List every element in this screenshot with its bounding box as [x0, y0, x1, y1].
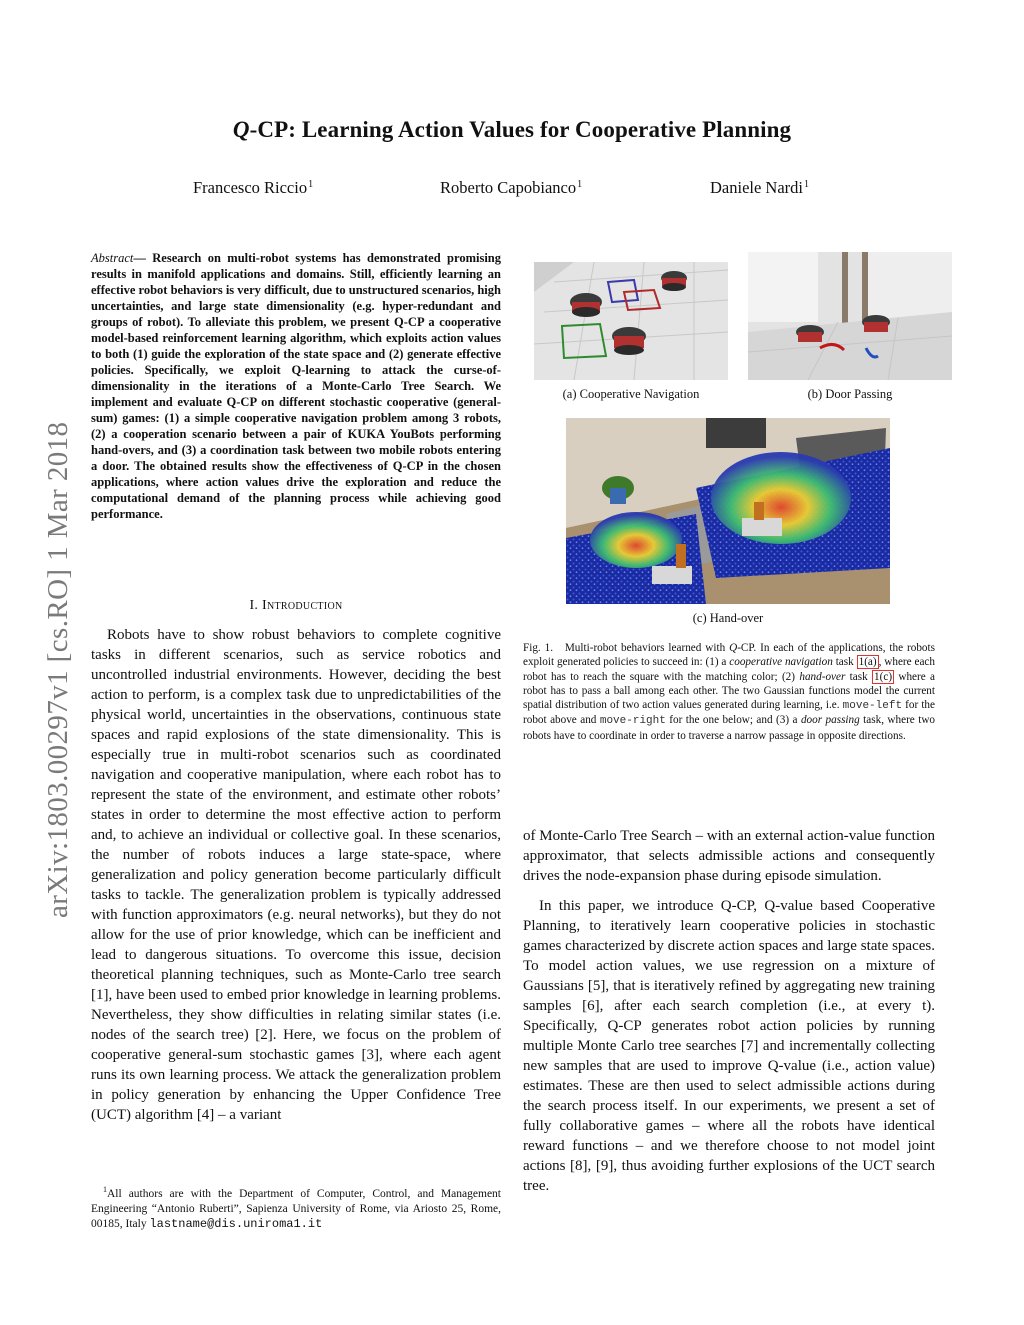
paper-title — [0, 117, 1024, 143]
ref-link-1c[interactable]: 1(c) — [874, 670, 893, 683]
right-column-text — [523, 826, 935, 1196]
abstract-lead: Abstract — [91, 251, 134, 265]
subcaption-a: (a) Cooperative Navigation — [562, 387, 700, 401]
title-q: Q — [232, 117, 250, 142]
figure-caption: Fig. 1. Multi-robot behaviors learned with Q-CP. In each of the applications, the robots exploit generated policies to succeed in: (1) a cooperative navigation task 1(a) , where each robot has to reach the square with the matching color; (2) hand-over task 1(c) where a robot has to pass a ball among each other. The two Gaussian functions model the current spatial distribution of two action values generated during learning, i.e. move-left for the robot above and move-right for the one below; and (3) a door passing task, where two robots have to coordinate in order to traverse a narrow passage in opposite directions. — [523, 642, 936, 742]
title-rest: -CP: Learning Action Values for Cooperative Planning — [249, 117, 792, 142]
author-1: Francesco Riccio$^1$ — [193, 178, 314, 197]
figure-hand-over — [566, 418, 890, 604]
arxiv-identifier: arXiv:1803.00297v1 [cs.RO] 1 Mar 2018 — [42, 421, 74, 918]
abstract-text: Research on multi-robot systems has demonstrated promising results in manifold applications and domains. Still, efficiently learning an effective robot behaviors is very difficult, due to unstructured scenarios, high uncertainties, and large state dimensionality (e.g. hyper-redundant and groups of robot). To alleviate this problem, we present Q-CP a cooperative model-based reinforcement learning algorithm, which exploits action values to both (1) guide the exploration of the state space and (2) generate effective policies. Specifically, we exploit Q-learning to attack the curse-of-dimensionality in the iterations of a Monte-Carlo Tree Search. We implement and evaluate Q-CP on different stochastic cooperative (general-sum) games: (1) a simple cooperative navigation problem among 3 robots, (2) a cooperation scenario between a pair of KUKA YouBots performing hand-overs, and (3) a coordination task between two mobile robots entering a door. The obtained results show the effectiveness of Q-CP in the chosen applications, where action values drive the exploration and reduce the computational demand of the planning process while achieving good performance. — [91, 251, 501, 521]
ref-link-1a[interactable]: 1(a) — [858, 656, 877, 669]
footnote-email: lastname@dis.uniroma1.it — [149, 1216, 323, 1231]
right-paragraph-1: of Monte-Carlo Tree Search – with an external action-value function approximator, that selects admissible actions and consequently drives the node-expansion phase during episode simulation. — [523, 828, 935, 884]
figure-door-passing — [748, 252, 952, 380]
footnote: $^1$All authors are with the Department of Computer, Control, and Management Engineering “Antonio Ruberti”, Sapienza University of Rome, via Ariosto 25, Rome, 00185, Italy lastname@dis.uniroma1.it — [91, 1185, 501, 1231]
intro-text — [91, 625, 501, 1125]
right-paragraph-2: In this paper, we introduce Q-CP, Q-value based Cooperative Planning, to iteratively learn cooperative policies in stochastic games characterized by discrete action spaces and large state spaces. To model action values, we use regression on a mixture of Gaussians [5], that is iteratively refined by aggregating new training samples [6], after each search completion (i.e., at every t). Specifically, Q-CP generates robot action policies by running multiple Monte Carlo tree searches [7] and incrementally collecting new samples that are used to improve Q-value (i.e., action value) estimates. These are then used to select admissible actions during the search process itself. In our experiments, we present a set of fully collaborative games – where all the robots have identical reward functions – and we therefore choose to not model joint actions [8], [9], thus avoiding further explosions of the UCT search tree. — [523, 898, 935, 1194]
abstract: Abstract— Research on multi-robot systems has demonstrated promising results in manifold applications and domains. Still, efficiently learning an effective robot behaviors is very difficult, due to unstructured scenarios, high uncertainties, and large state dimensionality (e.g. hyper-redundant and groups of robot). To alleviate this problem, we present Q-CP a cooperative model-based reinforcement learning algorithm, which exploits action values to both (1) guide the exploration of the state space and (2) generate effective policies. Specifically, we exploit Q-learning to attack the curse-of-dimensionality in the iterations of a Monte-Carlo Tree Search. We implement and evaluate Q-CP on different stochastic cooperative (general-sum) games: (1) a simple cooperative navigation problem among 3 robots, (2) a cooperation scenario between a pair of KUKA YouBots performing hand-overs, and (3) a coordination task between two mobile robots entering a door. The obtained results show the effectiveness of Q-CP in the chosen applications, where action values drive the exploration and reduce the computational demand of the planning process while achieving good performance. — [91, 251, 501, 521]
subcaption-b: (b) Door Passing — [807, 387, 893, 401]
figure-cooperative-navigation — [534, 262, 728, 380]
author-2: Roberto Capobianco$^1$ — [440, 178, 583, 197]
subcaption-c: (c) Hand-over — [692, 611, 764, 625]
section-heading: I. Introduction — [249, 598, 343, 613]
author-3: Daniele Nardi$^1$ — [710, 178, 809, 197]
intro-paragraph: Robots have to show robust behaviors to complete cognitive tasks in different scenarios, such as service robotics and uncontrolled industrial environments. However, deciding the best action to perform, is a complex task due to unpredictabilities of the physical world, uncertainties in the observations, continuous state spaces and rapid explosions of the state dimensionality. This is especially true in multi-robot scenarios such as coordinated navigation and cooperative manipulation, where each robot has to represent the state of the environment, and estimate other robots’ states in order to determine the most effective action to perform and, to achieve an individual or collective goal. In these scenarios, the number of robots induces a large state-space, where generalization and policy generation become particularly difficult tasks to tackle. The generalization problem is typically addressed with function approximators (e.g. neural networks), but they do not allow for the use of prior knowledge, which can be inefficient and lead to dangerous situations. To overcome this issue, decision theoretical planning techniques, such as Monte-Carlo tree search [1], have been used to embed prior knowledge in learning problems. Nevertheless, they show difficulties in relating similar states (i.e. nodes of the search tree) [2]. Here, we focus on the problem of cooperative general-sum stochastic games [3], where each agent runs its own learning process. We attack the generalization problem in policy generation by enhancing the Upper Confidence Tree (UCT) algorithm [4] – a variant — [91, 627, 501, 1123]
